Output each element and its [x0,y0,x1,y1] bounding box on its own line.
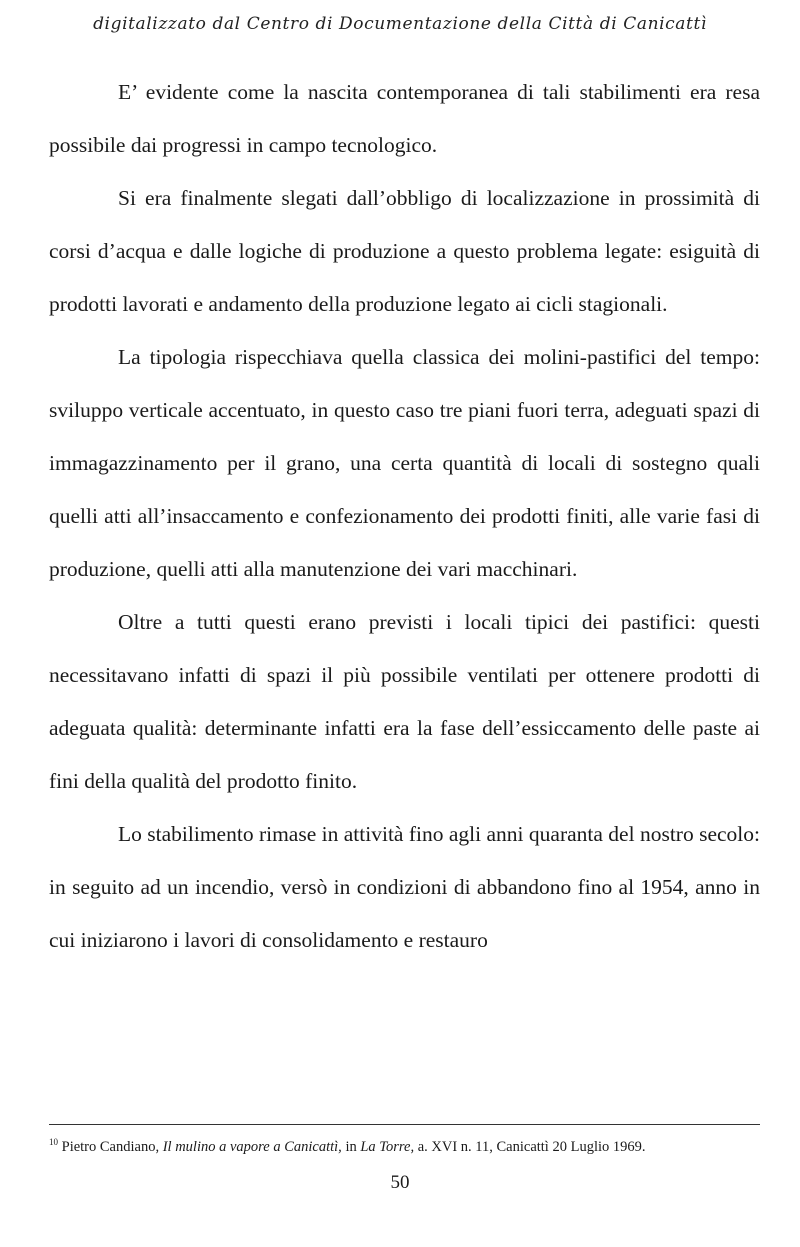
footnote-title: Il mulino a vapore a Canicattì, [162,1139,342,1155]
footnote-separator [49,1124,760,1125]
footnote-journal: La Torre, [360,1139,415,1155]
paragraph: Si era finalmente slegati dall’obbligo di localizzazione in prossimità di corsi d’acqua e dalle logiche di produzione a questo problema legate: esiguità di prodotti lavorati e andamento della produzione legato ai cicli stagionali. [49,186,760,316]
footnote-author: Pietro Candiano, [61,1139,160,1155]
footnote-details: a. XVI n. 11, Canicattì 20 Luglio 1969. [417,1139,646,1155]
footnote-marker: 10 [49,1137,58,1148]
page-number: 50 [390,1172,410,1193]
paragraph: Lo stabilimento rimase in attività fino agli anni quaranta del nostro secolo: in seguito ad un incendio, versò in condizioni di abbandono fino al 1954, anno in cui iniziarono i lavori di consolidamento e restauro [49,822,760,952]
paragraph: E’ evidente come la nascita contemporanea di tali stabilimenti era resa possibile dai progressi in campo tecnologico. [49,80,760,157]
footnote [49,1137,760,1157]
paragraph: La tipologia rispecchiava quella classica dei molini-pastifici del tempo: sviluppo verticale accentuato, in questo caso tre piani fuori terra, adeguati spazi di immagazzinamento per il grano, una certa quantità di locali di sostegno quali quelli atti all’insaccamento e confezionamento dei prodotti finiti, alle varie fasi di produzione, quelli atti alla manutenzione dei vari macchinari. [49,345,760,581]
main-text [49,66,760,967]
paragraph: Oltre a tutti questi erano previsti i locali tipici dei pastifici: questi necessitavano infatti di spazi il più possibile ventilati per ottenere prodotti di adeguata qualità: determinante infatti era la fase dell’essiccamento delle paste ai fini della qualità del prodotto finito. [49,610,760,793]
digitization-watermark: digitalizzato dal Centro di Documentazione della Città di Canicattì [93,14,707,34]
footnote-in-label: in [345,1139,357,1155]
